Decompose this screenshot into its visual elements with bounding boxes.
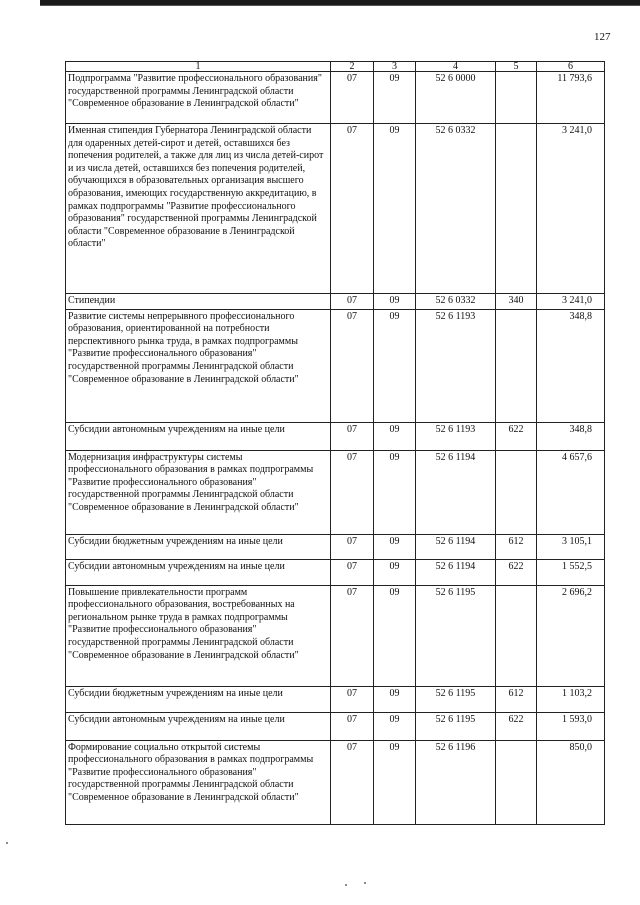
target-article: 52 6 1193 — [416, 422, 496, 450]
row-name: Субсидии бюджетным учреждениям на иные цели — [66, 686, 331, 712]
subsection-code: 09 — [374, 450, 416, 534]
budget-table — [65, 61, 605, 825]
table-header-row — [66, 62, 605, 72]
expense-type: 612 — [496, 686, 537, 712]
column-header: 1 — [66, 62, 331, 72]
target-article: 52 6 0000 — [416, 72, 496, 124]
subsection-code: 09 — [374, 309, 416, 422]
target-article: 52 6 1194 — [416, 450, 496, 534]
amount: 4 657,6 — [537, 450, 605, 534]
row-name: Формирование социально открытой системы профессионального образования в рамках подпрограммы "Развитие профессионального образования" государственной программы Ленинградской области "Современное образование в Ленинградской области" — [66, 740, 331, 824]
amount: 3 105,1 — [537, 534, 605, 559]
row-name: Субсидии бюджетным учреждениям на иные цели — [66, 534, 331, 559]
expense-type: 622 — [496, 712, 537, 740]
subsection-code: 09 — [374, 294, 416, 310]
expense-type — [496, 309, 537, 422]
row-name: Субсидии автономным учреждениям на иные цели — [66, 422, 331, 450]
amount: 348,8 — [537, 309, 605, 422]
amount: 1 103,2 — [537, 686, 605, 712]
table-row — [66, 585, 605, 686]
section-code: 07 — [331, 450, 374, 534]
target-article: 52 6 1195 — [416, 712, 496, 740]
column-header: 3 — [374, 62, 416, 72]
table-row — [66, 294, 605, 310]
target-article: 52 6 0332 — [416, 294, 496, 310]
column-header: 2 — [331, 62, 374, 72]
expense-type — [496, 72, 537, 124]
expense-type — [496, 124, 537, 294]
table-row — [66, 740, 605, 824]
target-article: 52 6 1195 — [416, 585, 496, 686]
amount: 348,8 — [537, 422, 605, 450]
section-code: 07 — [331, 712, 374, 740]
amount: 3 241,0 — [537, 124, 605, 294]
row-name: Субсидии автономным учреждениям на иные цели — [66, 712, 331, 740]
amount: 1 593,0 — [537, 712, 605, 740]
expense-type: 340 — [496, 294, 537, 310]
row-name: Субсидии автономным учреждениям на иные цели — [66, 559, 331, 585]
scan-top-border-shadow — [40, 5, 640, 6]
subsection-code: 09 — [374, 585, 416, 686]
scan-speck — [345, 884, 347, 886]
target-article: 52 6 1196 — [416, 740, 496, 824]
section-code: 07 — [331, 309, 374, 422]
expense-type: 612 — [496, 534, 537, 559]
section-code: 07 — [331, 534, 374, 559]
table-row — [66, 422, 605, 450]
table-row — [66, 450, 605, 534]
section-code: 07 — [331, 72, 374, 124]
target-article: 52 6 0332 — [416, 124, 496, 294]
subsection-code: 09 — [374, 559, 416, 585]
section-code: 07 — [331, 585, 374, 686]
column-header: 4 — [416, 62, 496, 72]
page-number: 127 — [594, 31, 611, 43]
target-article: 52 6 1195 — [416, 686, 496, 712]
expense-type — [496, 450, 537, 534]
subsection-code: 09 — [374, 534, 416, 559]
section-code: 07 — [331, 294, 374, 310]
subsection-code: 09 — [374, 124, 416, 294]
table-row — [66, 559, 605, 585]
expense-type — [496, 585, 537, 686]
row-name: Развитие системы непрерывного профессионального образования, ориентированной на потребности перспективного рынка труда, в рамках подпрограммы "Развитие профессионального образования" государственной программы Ленинградской области "Современное образование в Ленинградской области" — [66, 309, 331, 422]
row-name: Стипендии — [66, 294, 331, 310]
section-code: 07 — [331, 124, 374, 294]
target-article: 52 6 1193 — [416, 309, 496, 422]
row-name: Модернизация инфраструктуры системы профессионального образования в рамках подпрограммы "Развитие профессионального образования" государственной программы Ленинградской области "Современное образование в Ленинградской области" — [66, 450, 331, 534]
row-name: Повышение привлекательности программ профессионального образования, востребованных на региональном рынке труда в рамках подпрограммы "Развитие профессионального образования" государственной программы Ленинградской области "Современное образование в Ленинградской области" — [66, 585, 331, 686]
amount: 11 793,6 — [537, 72, 605, 124]
expense-type — [496, 740, 537, 824]
amount: 2 696,2 — [537, 585, 605, 686]
table-row — [66, 72, 605, 124]
column-header: 6 — [537, 62, 605, 72]
section-code: 07 — [331, 740, 374, 824]
expense-type: 622 — [496, 422, 537, 450]
table-row — [66, 534, 605, 559]
table-row — [66, 712, 605, 740]
scan-speck — [6, 842, 8, 844]
target-article: 52 6 1194 — [416, 534, 496, 559]
section-code: 07 — [331, 422, 374, 450]
subsection-code: 09 — [374, 712, 416, 740]
subsection-code: 09 — [374, 686, 416, 712]
subsection-code: 09 — [374, 72, 416, 124]
amount: 3 241,0 — [537, 294, 605, 310]
amount: 850,0 — [537, 740, 605, 824]
table-row — [66, 309, 605, 422]
section-code: 07 — [331, 686, 374, 712]
amount: 1 552,5 — [537, 559, 605, 585]
scan-speck — [364, 882, 366, 884]
column-header: 5 — [496, 62, 537, 72]
expense-type: 622 — [496, 559, 537, 585]
subsection-code: 09 — [374, 422, 416, 450]
row-name: Именная стипендия Губернатора Ленинградской области для одаренных детей-сирот и детей, оставшихся без попечения родителей, а также для лиц из числа детей-сирот и из числа детей, оставшихся без попечения родителей, обучающихся в образовательных организация высшего образования, имеющих государственную аккредитацию, в рамках подпрограммы "Развитие профессионального образования" государственной программы Ленинградской области "Современное образование в Ленинградской области" — [66, 124, 331, 294]
row-name: Подпрограмма "Развитие профессионального образования" государственной программы Ленинградской области "Современное образование в Ленинградской области" — [66, 72, 331, 124]
table-row — [66, 686, 605, 712]
target-article: 52 6 1194 — [416, 559, 496, 585]
section-code: 07 — [331, 559, 374, 585]
table-row — [66, 124, 605, 294]
subsection-code: 09 — [374, 740, 416, 824]
